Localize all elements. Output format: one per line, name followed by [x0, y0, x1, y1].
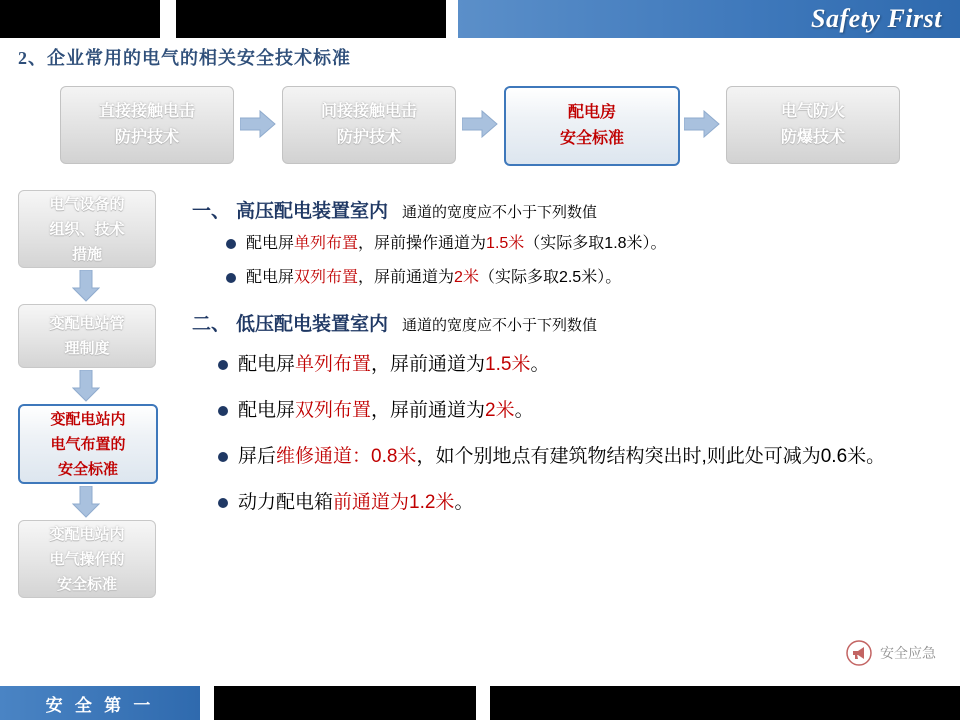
top-flow-diagram — [60, 86, 940, 166]
bullet-dot-icon — [218, 498, 228, 508]
header-band-blue — [458, 0, 960, 38]
header-band-black-left — [0, 0, 160, 38]
page-title: 2、企业常用的电气的相关安全技术标准 — [18, 48, 351, 68]
left-flow-line1: 变配电站内 — [50, 410, 126, 428]
flow-box-line2: 防护技术 — [114, 129, 179, 146]
flow-box-line2: 防爆技术 — [780, 129, 845, 146]
arrow-right-icon-2 — [462, 110, 498, 138]
content-body — [192, 196, 948, 532]
left-flow-item-substation-management[interactable] — [18, 304, 156, 368]
list-item-text: 配电屏双列布置，屏前通道为2米（实际多取2.5米）。 — [246, 269, 622, 286]
header-band-black-mid — [176, 0, 446, 38]
page-footer — [0, 686, 960, 720]
heading-low-voltage — [192, 309, 948, 336]
left-flow-item-equipment-measures[interactable] — [18, 190, 156, 268]
list-item — [226, 231, 948, 257]
megaphone-icon — [846, 640, 872, 666]
list-item-text: 配电屏单列布置，屏前操作通道为1.5米（实际多取1.8米）。 — [246, 235, 667, 252]
footer-gap-2 — [476, 686, 490, 720]
footer-band-black-1 — [214, 686, 476, 720]
left-flow-line2: 理制度 — [64, 340, 110, 357]
list-item-text: 屏后维修通道：0.8米，如个别地点有建筑物结构突出时,则此处可减为0.6米。 — [238, 446, 886, 467]
left-flow-item-layout-standard[interactable] — [18, 404, 158, 484]
watermark-text: 安全应急 — [880, 645, 936, 661]
bullet-dot-icon — [218, 452, 228, 462]
list-item — [226, 265, 948, 291]
page-header — [0, 0, 960, 38]
left-flow-line3: 措施 — [71, 245, 102, 263]
left-flow-diagram — [18, 190, 168, 598]
list-item — [218, 486, 948, 520]
header-band-gap-1 — [160, 0, 176, 38]
bullet-dot-icon — [226, 273, 236, 283]
left-flow-item-operation-standard[interactable] — [18, 520, 156, 598]
bullet-dot-icon — [218, 360, 228, 370]
flow-box-line1: 配电房 — [567, 104, 616, 121]
footer-gap-1 — [200, 686, 214, 720]
left-flow-line3: 安全标准 — [57, 460, 118, 478]
left-flow-line2: 组织、技术 — [49, 220, 125, 238]
heading-text: 低压配电装置室内 — [236, 314, 389, 335]
left-flow-line1: 电气设备的 — [49, 195, 125, 213]
heading-number: 二、 — [192, 314, 231, 335]
left-flow-line2: 电气操作的 — [49, 550, 125, 568]
list-item — [218, 394, 948, 428]
list-item — [218, 348, 948, 382]
bullet-dot-icon — [226, 239, 236, 249]
flow-box-line2: 安全标准 — [559, 130, 624, 147]
footer-label: 安 全 第 一 — [45, 695, 155, 715]
flow-box-line1: 间接接触电击 — [320, 103, 417, 120]
flow-box-power-distribution-room[interactable] — [504, 86, 680, 166]
left-flow-line3: 安全标准 — [56, 575, 117, 593]
left-flow-line1: 变配电站管 — [49, 315, 125, 332]
flow-box-line1: 电气防火 — [780, 103, 845, 120]
flow-box-fire-explosion-protection[interactable] — [726, 86, 900, 164]
arrow-right-icon-3 — [684, 110, 720, 138]
header-band-gap-2 — [446, 0, 458, 38]
watermark — [846, 640, 936, 666]
bullet-dot-icon — [218, 406, 228, 416]
list-item-text: 配电屏双列布置，屏前通道为2米。 — [238, 400, 534, 421]
header-title: Safety First — [811, 4, 942, 33]
flow-box-line1: 直接接触电击 — [98, 103, 195, 120]
list-item — [218, 440, 948, 474]
list-item-text: 配电屏单列布置，屏前通道为1.5米。 — [238, 354, 550, 375]
left-flow-line2: 电气布置的 — [50, 435, 126, 453]
arrow-right-icon-1 — [240, 110, 276, 138]
left-flow-line1: 变配电站内 — [49, 525, 125, 543]
footer-band-black-2 — [490, 686, 960, 720]
arrow-down-icon-2 — [18, 368, 154, 404]
heading-subtext: 通道的宽度应不小于下列数值 — [402, 204, 598, 221]
heading-text: 高压配电装置室内 — [236, 201, 389, 222]
flow-box-direct-contact[interactable] — [60, 86, 234, 164]
list-item-text: 动力配电箱前通道为1.2米。 — [238, 492, 474, 513]
heading-subtext: 通道的宽度应不小于下列数值 — [402, 317, 598, 334]
arrow-down-icon-1 — [18, 268, 154, 304]
heading-number: 一、 — [192, 201, 231, 222]
heading-high-voltage — [192, 196, 948, 223]
arrow-down-icon-3 — [18, 484, 154, 520]
flow-box-line2: 防护技术 — [336, 129, 401, 146]
flow-box-indirect-contact[interactable] — [282, 86, 456, 164]
